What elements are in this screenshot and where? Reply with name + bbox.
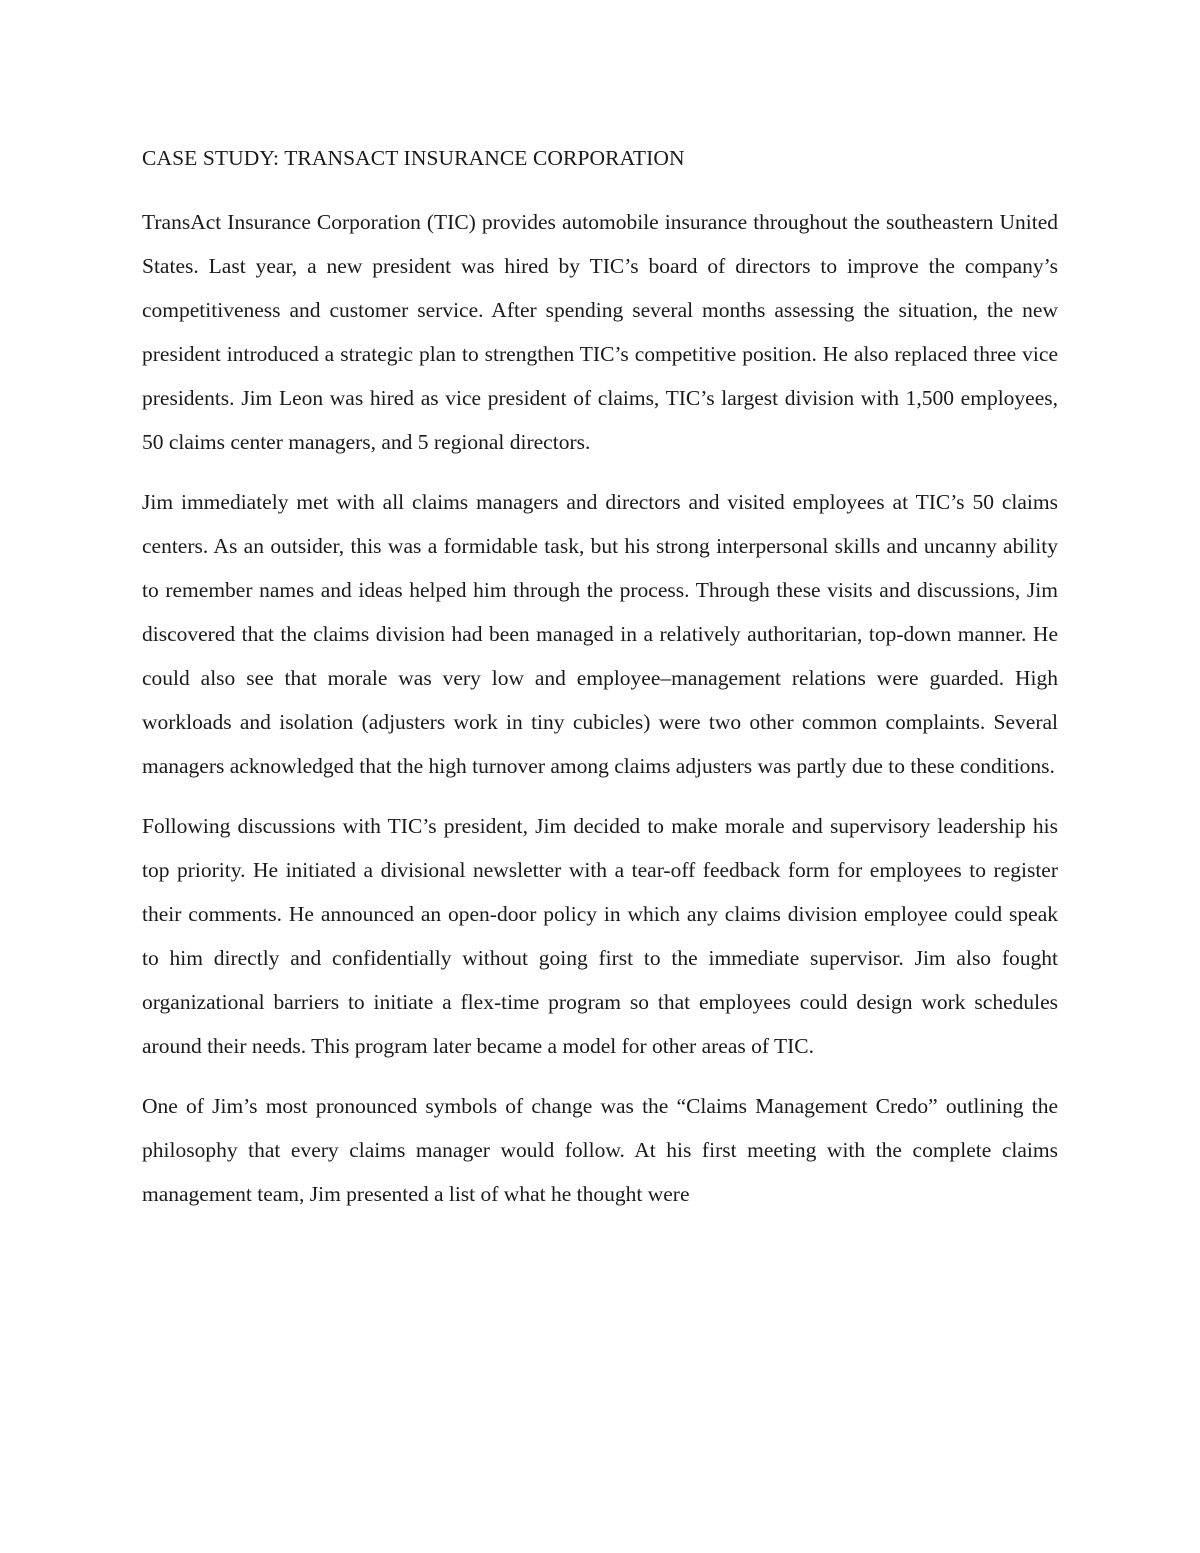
document-title: CASE STUDY: TRANSACT INSURANCE CORPORATION [142,146,685,170]
paragraph-3: Following discussions with TIC’s president, Jim decided to make morale and supervisory leadership his top priority. He initiated a divisional newsletter with a tear-off feedback form for employees to register their comments. He announced an open-door policy in which any claims division employee could speak to him directly and confidentially without going first to the immediate supervisor. Jim also fought organizational barriers to initiate a flex-time program so that employees could design work schedules around their needs. This program later became a model for other areas of TIC. [142,814,1058,1058]
document-body [142,140,1058,1232]
paragraph-1: TransAct Insurance Corporation (TIC) provides automobile insurance throughout the southeastern United States. Last year, a new president was hired by TIC’s board of directors to improve the company’s competitiveness and customer service. After spending several months assessing the situation, the new president introduced a strategic plan to strengthen TIC’s competitive position. He also replaced three vice presidents. Jim Leon was hired as vice president of claims, TIC’s largest division with 1,500 employees, 50 claims center managers, and 5 regional directors. [142,210,1058,454]
paragraph-4: One of Jim’s most pronounced symbols of change was the “Claims Management Credo” outlining the philosophy that every claims manager would follow. At his first meeting with the complete claims management team, Jim presented a list of what he thought were [142,1094,1058,1206]
paragraph-2: Jim immediately met with all claims managers and directors and visited employees at TIC’s 50 claims centers. As an outsider, this was a formidable task, but his strong interpersonal skills and uncanny ability to remember names and ideas helped him through the process. Through these visits and discussions, Jim discovered that the claims division had been managed in a relatively authoritarian, top-down manner. He could also see that morale was very low and employee–management relations were guarded. High workloads and isolation (adjusters work in tiny cubicles) were two other common complaints. Several managers acknowledged that the high turnover among claims adjusters was partly due to these conditions. [142,490,1058,778]
